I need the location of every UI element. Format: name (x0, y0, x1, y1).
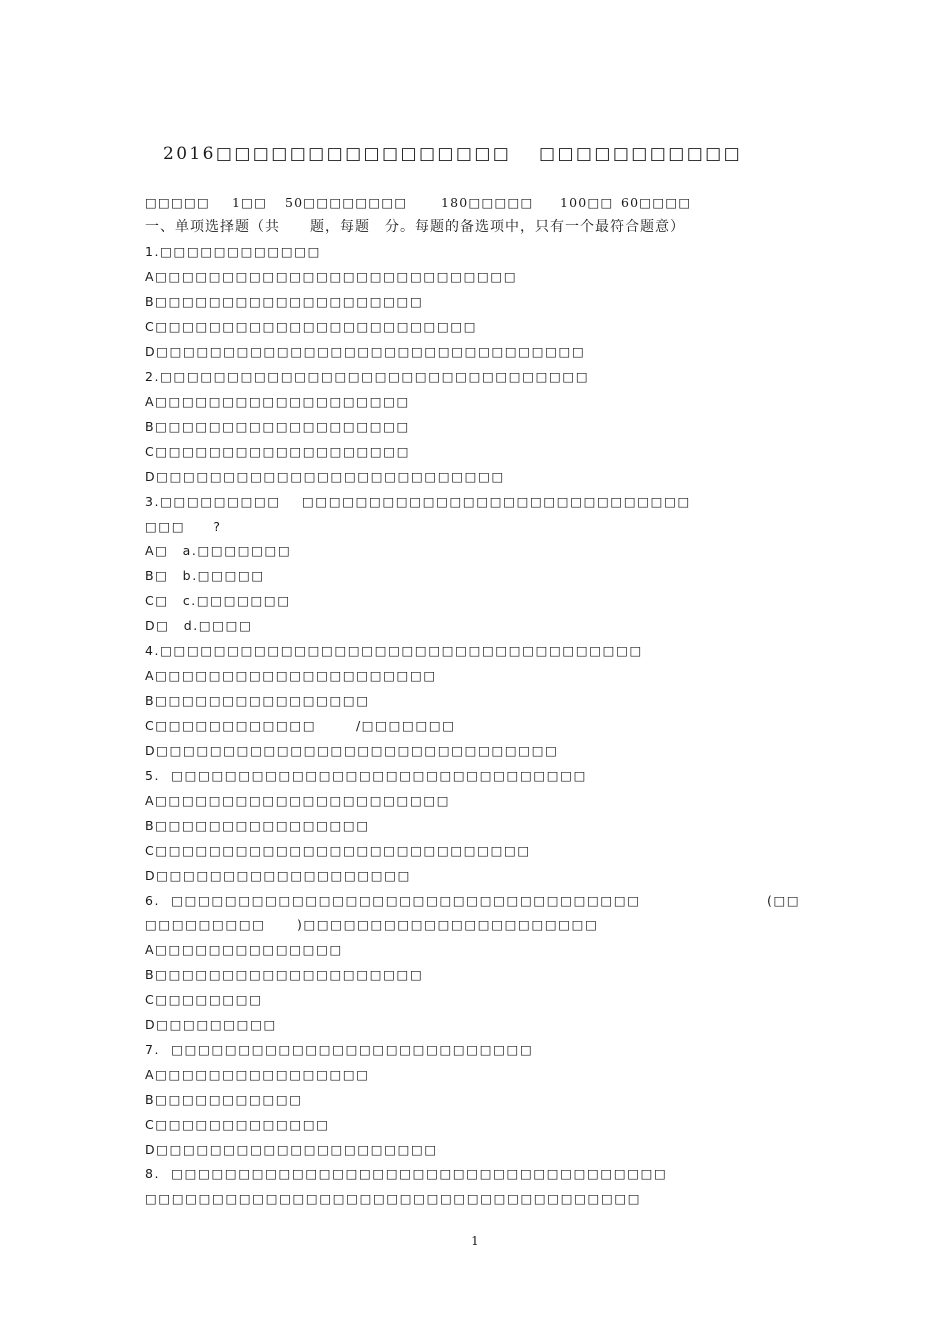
exam-info-item: 50□□□□□□□□ (285, 195, 408, 210)
exam-info-item: 1□□ (232, 195, 268, 210)
question-line: )□□□□□□□□□□□□□□□□□□□□□□ (297, 917, 599, 932)
question-line: □□□□□□□□□□□□□□□□□□□□□□□□□□□□□ (302, 494, 691, 509)
question-line: A□□□□□□□□□□□□□□□□□□□□□□ (145, 793, 451, 808)
question-line: D□□□□□□□□□□□□□□□□□□□□□□□□□□□□□□ (145, 743, 559, 758)
question-line: 8. □□□□□□□□□□□□□□□□□□□□□□□□□□□□□□□□□□□□□ (145, 1166, 668, 1181)
document-title-right: □□□□□□□□□□□ (539, 144, 743, 164)
question-line: 1.□□□□□□□□□□□□ (145, 244, 322, 259)
question-line: 5. □□□□□□□□□□□□□□□□□□□□□□□□□□□□□□□ (145, 768, 587, 783)
question-line: B□□□□□□□□□□□□□□□□□□□□ (145, 294, 424, 309)
question-line: 6. □□□□□□□□□□□□□□□□□□□□□□□□□□□□□□□□□□□ (145, 893, 641, 908)
question-line: A□□□□□□□□□□□□□□□□□□□ (145, 394, 410, 409)
question-line: 2.□□□□□□□□□□□□□□□□□□□□□□□□□□□□□□□□ (145, 369, 590, 384)
document-title: 2016□□□□□□□□□□□□□□□□ (163, 144, 512, 164)
question-line: D□□□□□□□□□□□□□□□□□□□□□□□□□□ (145, 469, 505, 484)
page-number: 1 (471, 1234, 479, 1248)
question-line: 3.□□□□□□□□□ (145, 494, 281, 509)
question-line: D□□□□□□□□□□□□□□□□□□□□□□□□□□□□□□□□ (145, 344, 586, 359)
question-line: D□□□□□□□□□□□□□□□□□□□□□ (145, 1142, 438, 1157)
question-line: D□□□□□□□□□□□□□□□□□□□ (145, 868, 412, 883)
exam-info-item: 180□□□□□ (441, 195, 534, 210)
question-line: A□□□□□□□□□□□□□□□□□□□□□ (145, 668, 437, 683)
question-line: C□□□□□□□□ (145, 992, 263, 1007)
question-line: A□□□□□□□□□□□□□□□□□□□□□□□□□□□ (145, 269, 518, 284)
question-line: C□□□□□□□□□□□□□ (145, 1117, 330, 1132)
question-line: A□ a.□□□□□□□ (145, 543, 292, 558)
question-line: C□□□□□□□□□□□□ (145, 718, 317, 733)
question-line: C□ c.□□□□□□□ (145, 593, 291, 608)
question-line: B□□□□□□□□□□□ (145, 1092, 303, 1107)
question-line: /□□□□□□□ (356, 718, 456, 733)
question-line: B□□□□□□□□□□□□□□□□□□□ (145, 419, 410, 434)
exam-info-item: 60□□□□ (621, 195, 692, 210)
exam-info-item: □□□□□ (145, 195, 211, 210)
question-line: A□□□□□□□□□□□□□□ (145, 942, 343, 957)
question-line: D□□□□□□□□□ (145, 1017, 277, 1032)
question-line: B□□□□□□□□□□□□□□□□□□□□ (145, 967, 424, 982)
exam-info-item: 100□□ (560, 195, 614, 210)
question-line: B□□□□□□□□□□□□□□□□ (145, 818, 370, 833)
section-heading: 一、单项选择题（共 题，每题 分。每题的备选项中，只有一个最符合题意） (145, 219, 685, 235)
question-line: D□ d.□□□□ (145, 618, 253, 633)
question-line: □□□□□□□□□□□□□□□□□□□□□□□□□□□□□□□□□□□□□ (145, 1191, 642, 1206)
question-line: □□□□□□□□□ (145, 917, 266, 932)
question-line: 4.□□□□□□□□□□□□□□□□□□□□□□□□□□□□□□□□□□□□ (145, 643, 643, 658)
question-line: B□□□□□□□□□□□□□□□□ (145, 693, 370, 708)
question-line: C□□□□□□□□□□□□□□□□□□□ (145, 444, 411, 459)
question-line: C□□□□□□□□□□□□□□□□□□□□□□□□□□□□ (145, 843, 531, 858)
question-line: C□□□□□□□□□□□□□□□□□□□□□□□□ (145, 319, 478, 334)
question-line: (□□ (767, 893, 801, 908)
question-line: A□□□□□□□□□□□□□□□□ (145, 1067, 370, 1082)
question-line: □□□ ? (145, 519, 222, 534)
question-line: 7. □□□□□□□□□□□□□□□□□□□□□□□□□□□ (145, 1042, 534, 1057)
question-line: B□ b.□□□□□ (145, 568, 265, 583)
